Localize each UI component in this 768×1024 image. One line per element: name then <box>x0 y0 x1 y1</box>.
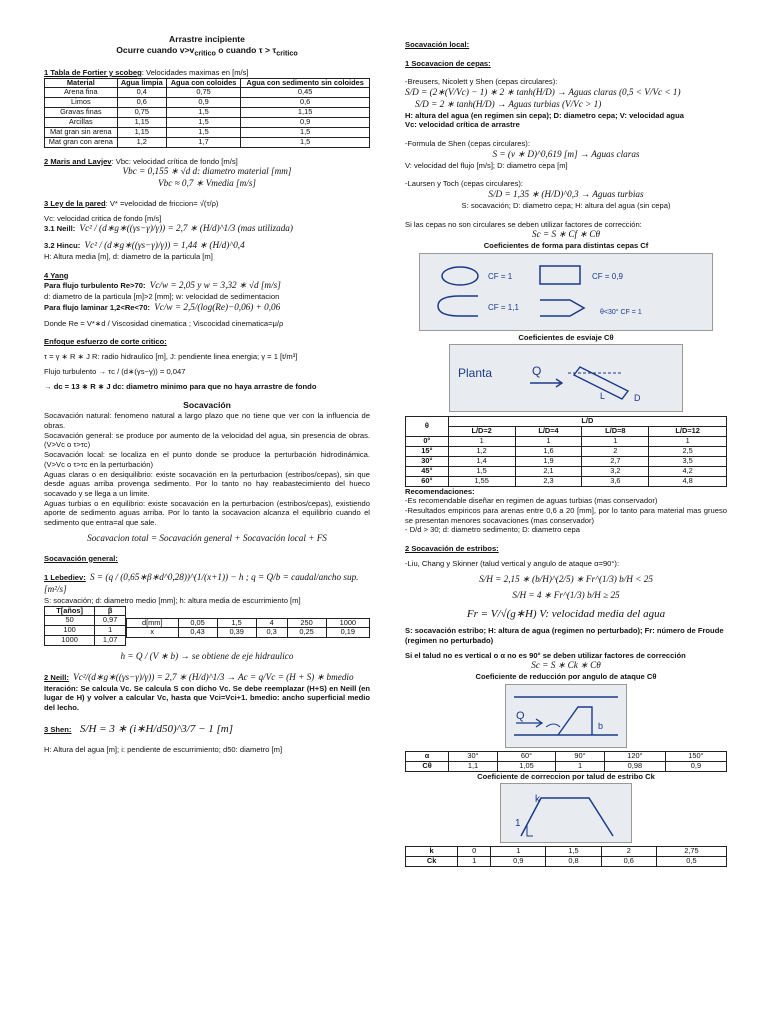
table-cell: 1 <box>458 857 491 867</box>
table-cell: 1,55 <box>448 476 515 486</box>
liu-heading: -Liu, Chang y Skinner (talud vertical y angulo de ataque α=90°): <box>405 558 620 568</box>
svg-text:Q: Q <box>516 709 525 722</box>
noncirc-eq: Sc = S ∗ Cf ∗ Cθ <box>532 229 600 240</box>
reduccion-sketch-svg <box>506 685 626 747</box>
right-column <box>405 40 727 867</box>
table-cell: Cθ <box>406 761 449 771</box>
table-cell: 0,05 <box>178 618 217 628</box>
yang-l3: Para flujo laminar 1,2<Re<70: Vc/w = 2,5/(log(Re)−0,06) + 0,06 <box>44 301 281 312</box>
subtitle-condition: Ocurre cuando $v>v_{critico}$ o cuando $\tau > \tau_{critico}$ <box>116 45 298 58</box>
liu-eq3: Fr = V/√(g∗H) V: velocidad media del agua <box>466 608 666 621</box>
shen-note: H: Altura del agua [m]; i: pendiente de escurrimiento; d50: diametro [m] <box>44 744 283 754</box>
table-cell: 1,5 <box>448 466 515 476</box>
table-row <box>45 137 370 147</box>
maris-eq1: Vbc = 0,155 ∗ √d d: diametro material [mm] <box>122 166 292 177</box>
table-cell: Mat gran sin arena <box>45 127 118 137</box>
table-cell: 4 <box>256 618 287 628</box>
lebediev-h: h = Q / (V ∗ b) → se obtiene de eje hidraulico <box>120 651 294 662</box>
table-row <box>45 636 126 646</box>
laursen-eq: S/D = 1,35 ∗ (H/D)^0,3 → Aguas turbias <box>488 189 644 200</box>
table-row <box>45 127 370 137</box>
table-cell: 1,5 <box>166 108 240 118</box>
liu-eq2: S/H = 4 ∗ Fr^(1/3) b/H ≥ 25 <box>512 590 620 601</box>
svg-text:CF = 1,1: CF = 1,1 <box>488 302 519 312</box>
neill2-note: Iteración: Se calcula Vc. Se calcula S con dicho Vc. Se debe reemplazar (H+S) en Neill (en lugar de H) y volver a calcular Vc, hasta que Vci=Vci+1. bmedio: ancho superficial medio del lecho. <box>44 683 370 713</box>
svg-text:Planta: Planta <box>458 366 493 381</box>
table-cell: Ck <box>406 857 458 867</box>
reduccion-sketch <box>505 684 627 748</box>
table-cell: 0,6 <box>241 98 370 108</box>
table-row <box>406 456 727 466</box>
table-header-cell: L/D=2 <box>448 427 515 437</box>
shen-heading: -Formula de Shen (cepas circulares): <box>405 139 530 149</box>
table-cell: 50 <box>45 616 95 626</box>
hincu-note: H: Altura media [m], d: diametro de la particula [m] <box>44 251 213 261</box>
table-cell: 0,98 <box>604 761 665 771</box>
shen-eq: S = (v ∗ D)^0,619 [m] → Aguas claras <box>492 148 640 159</box>
recom-heading: Recomendaciones: <box>405 486 475 496</box>
table-cell: 1,6 <box>515 447 582 457</box>
table-row <box>406 437 727 447</box>
socavacion-title: Socavación <box>183 400 231 411</box>
table-cell: 1,5 <box>241 137 370 147</box>
table-cell: 1,1 <box>449 761 498 771</box>
cepas-heading: 1 Socavacion de cepas: <box>405 58 491 68</box>
x-table <box>126 618 370 639</box>
table-header-cell: T[años] <box>45 606 95 616</box>
svg-text:1: 1 <box>515 818 521 830</box>
svg-text:b: b <box>598 720 604 731</box>
table-cell: 0,9 <box>491 857 546 867</box>
table-header-cell: Material <box>45 78 118 88</box>
yang-l2: d: diametro de la particula [m]>2 [mm]; w: velocidad de sedimentacion <box>44 292 280 302</box>
recom-2: -Resultados empiricos para arenas entre 0,6 a 20 [mm], por lo tanto para material mas grueso se presentan menores socavaciones (mas conservador) <box>405 506 727 525</box>
table-cell: 1,9 <box>515 456 582 466</box>
esviaje-sketch <box>449 344 683 412</box>
table-cell: 1 <box>582 437 649 447</box>
title-arrastre: Arrastre incipiente <box>169 34 245 44</box>
reduccion-title: Coeficiente de reducción por angulo de ataque Cθ <box>475 672 657 682</box>
table-cell: 1,5 <box>241 127 370 137</box>
table-row <box>406 447 727 457</box>
table-cell: 4,2 <box>649 466 727 476</box>
table-cell: 2 <box>601 847 656 857</box>
left-column <box>44 34 370 755</box>
table-header-cell: L/D=4 <box>515 427 582 437</box>
lebediev-row: 1 Lebediev: S = (q / (0,65∗β∗d^0,28))^(1/(x+1)) − h ; q = Q/b = caudal/ancho sup. [m²/s] <box>44 572 359 595</box>
recom-3: - D/d > 30; d: diametro sedimento; D: diametro cepa <box>405 525 580 535</box>
table-cell: 2,3 <box>515 476 582 486</box>
breusers-note: H: altura del agua (en regimen sin cepa); D: diametro cepa; V: velocidad agua <box>405 110 684 120</box>
table-cell: 0,97 <box>95 616 126 626</box>
breusers-eq1: S/D = (2∗(V/Vc) − 1) ∗ 2 ∗ tanh(H/D) → Aguas claras (0,5 < V/Vc < 1) <box>405 87 681 98</box>
yang-l1: Para flujo turbulento Re>70: Vc/w = 2,05 y w = 3,32 ∗ √d [m/s] <box>44 280 281 291</box>
socavacion-paragraph: Socavación general: se produce por aumento de la velocidad del agua, sin presencia de obras. (V>Vc o τ>τc) <box>44 430 370 450</box>
recom-1: -Es recomendable diseñar en regimen de aguas turbias (mas conservador) <box>405 496 658 506</box>
table-cell: 1,5 <box>546 847 601 857</box>
alpha-table <box>405 751 727 772</box>
table-cell: 1,4 <box>448 456 515 466</box>
neill2-row: 2 Neill: Vc²/(d∗g∗((γs−γ)/γ)) = 2,7 ∗ (H/d)^1/3 → Ac = q/Vc = (H + S) ∗ bmedio <box>44 671 354 682</box>
ck-title: Coeficiente de correccion por talud de estribo Ck <box>477 771 655 781</box>
theta-table: θ L/D L/D=2 L/D=4 L/D=8 L/D=12 0° 1 1 1 1 15° 1,2 1,6 2 2,5 30° 1,4 1,9 2,7 3,5 45° 1,5 2,1 3,2 4,2 60° 1,55 2,3 3,6 4,8 <box>405 416 727 486</box>
table-row <box>406 761 727 771</box>
table-cell: 1,15 <box>241 108 370 118</box>
shen-row: 3 Shen: S/H = 3 ∗ (i∗H/d50)^3/7 − 1 [m] <box>44 722 234 735</box>
table-cell: 0,6 <box>117 98 166 108</box>
table-cell: 1,2 <box>448 447 515 457</box>
table-cell: 1,5 <box>217 618 256 628</box>
svg-text:D: D <box>634 393 641 404</box>
liu-eq1: S/H = 2,15 ∗ (b/H)^(2/5) ∗ Fr^(1/3) b/H < 25 <box>479 573 653 584</box>
fortier-table <box>44 78 370 148</box>
socavacion-paragraph: Socavación local: se localiza en el punto donde se produce la perturbación hidrodinámica. (V>Vc o τ>τc en la perturbación) <box>44 450 370 469</box>
table-cell: 0 <box>458 847 491 857</box>
table-cell: 1 <box>649 437 727 447</box>
table-cell: 1,15 <box>117 118 166 128</box>
table-cell: 1 <box>95 626 126 636</box>
enfoque-l3: → dc = 13 ∗ R ∗ J dc: diametro minimo para que no haya arrastre de fondo <box>44 381 317 391</box>
table-cell: 0,6 <box>601 857 656 867</box>
table-cell: 0,39 <box>217 628 256 638</box>
table-cell: 0,19 <box>326 628 369 638</box>
table-cell: Gravas finas <box>45 108 118 118</box>
table-cell: k <box>406 847 458 857</box>
table-cell: 45° <box>406 466 449 476</box>
table-cell: 2 <box>582 447 649 457</box>
esviaje-sketch-svg <box>450 345 682 411</box>
table-cell: 0,45 <box>241 88 370 98</box>
breusers-note2: Vc: velocidad crítica de arrastre <box>405 120 520 130</box>
table-header-cell: β <box>95 606 126 616</box>
yang-l4: Donde Re = V*∗d / Viscosidad cinematica ; Viscocidad cinematica=μ/ρ <box>44 318 284 328</box>
socavacion-paragraph: Aguas claras o en desiquilibrio: existe socavación en la perturbacion (estribos/cepas), sin que desde aguas arriba provenga sedimento. Por lo tanto no hay reabastecimiento del hueco socavado y se llega a un limite. <box>44 469 370 498</box>
forma-title: Coeficientes de forma para distintas cepas Cf <box>483 241 649 251</box>
talud-eq: Sc = S ∗ Ck ∗ Cθ <box>531 660 601 671</box>
local-heading: Socavación local: <box>405 40 470 49</box>
table-cell: 1 <box>556 761 605 771</box>
table-cell: 1,07 <box>95 636 126 646</box>
table-row <box>127 618 370 628</box>
table-cell: 1,5 <box>166 127 240 137</box>
table-cell: 90° <box>556 751 605 761</box>
maris-heading: 2 Maris and Lavjev: Vbc: velocidad crítica de fondo [m/s] <box>44 156 238 166</box>
esviaje-title: Coeficientes de esviaje Cθ <box>518 332 614 342</box>
neill-row: 3.1 Neill: Vc² / (d∗g∗((γs−γ)/γ)) = 2,7 ∗ (H/d)^1/3 (mas utilizada) <box>44 223 293 234</box>
table-cell: 1,7 <box>166 137 240 147</box>
table-cell: 0° <box>406 437 449 447</box>
table-cell: 0,9 <box>665 761 726 771</box>
table-cell: 30° <box>449 751 498 761</box>
ck-sketch-svg <box>501 784 631 842</box>
table-cell: Arena fina <box>45 88 118 98</box>
maris-eq2: Vbc ≈ 0,7 ∗ Vmedia [m/s] <box>158 178 256 189</box>
table-row <box>406 476 727 486</box>
table-cell: 0,9 <box>166 98 240 108</box>
beta-table <box>44 606 126 647</box>
table-row <box>406 751 727 761</box>
table-cell: 60° <box>406 476 449 486</box>
table-cell: 3,2 <box>582 466 649 476</box>
noncirc-text: Si las cepas no son circulares se deben utilizar factores de corrección: <box>405 219 642 229</box>
table-cell: 0,4 <box>117 88 166 98</box>
table-header-cell: L/D=12 <box>649 427 727 437</box>
table-header-cell: Agua con sedimento sin coloides <box>241 78 370 88</box>
table-cell: 100 <box>45 626 95 636</box>
ley-vc: Vc: velocidad critica de fondo [m/s] <box>44 213 162 223</box>
table-cell: 250 <box>287 618 326 628</box>
socavacion-total: Socavacion total = Socavación general + Socavación local + FS <box>87 532 327 543</box>
table-row <box>406 847 727 857</box>
socavacion-paragraphs <box>44 411 370 528</box>
k-table <box>405 846 727 867</box>
lebediev-tables <box>44 606 370 647</box>
socavacion-paragraph: Aguas turbias o en equilibrio: existe socavación en la perturbacion (estribos/cepas), existiendo aporte de sedimento aguas arriba. Por lo tanto la socavacion alcanza el equilibrio cuando el sedimento que entra=al que sale. <box>44 498 370 528</box>
ley-heading: 3 Ley de la pared: V* =velocidad de friccion= √(τ/ρ) <box>44 198 219 208</box>
forma-sketch-svg <box>420 254 712 330</box>
table-cell: Mat gran con arena <box>45 137 118 147</box>
table-cell: 1000 <box>326 618 369 628</box>
lebediev-note: S: socavación; d: diametro medio [mm]; h: altura media de escurrimiento [m] <box>44 595 301 605</box>
breusers-heading: -Breusers, Nicolett y Shen (cepas circulares): <box>405 77 558 87</box>
enfoque-heading: Enfoque esfuerzo de corte critico: <box>44 337 167 347</box>
table-cell: α <box>406 751 449 761</box>
table-cell: 2,5 <box>649 447 727 457</box>
shen-note-r: V: velocidad del flujo [m/s]; D: diametro cepa [m] <box>405 160 568 170</box>
general-heading: Socavación general: <box>44 553 118 563</box>
table-cell: 15° <box>406 447 449 457</box>
table-cell: 2,75 <box>656 847 726 857</box>
table-row <box>406 857 727 867</box>
liu-note: S: socavación estribo; H: altura de agua (regimen no perturbado); Fr: número de Froude (regimen no perturbado) <box>405 626 724 645</box>
table-cell: 1000 <box>45 636 95 646</box>
forma-sketch <box>419 253 713 331</box>
talud-text: Si el talud no es vertical o α no es 90° se deben utilizar factores de corrección <box>405 650 686 660</box>
table-cell: 0,75 <box>117 108 166 118</box>
table-cell: 0,5 <box>656 857 726 867</box>
table-header-cell: Agua con coloides <box>166 78 240 88</box>
ck-sketch <box>500 783 632 843</box>
table-cell: 2,1 <box>515 466 582 476</box>
table-cell: 3,5 <box>649 456 727 466</box>
table-cell: 1 <box>515 437 582 447</box>
table-cell: 0,75 <box>166 88 240 98</box>
enfoque-l1: τ = γ ∗ R ∗ J R: radio hidraulico [m], J: pendiente linea energia; γ = 1 [t/m³] <box>44 352 298 362</box>
table-cell: x <box>127 628 179 638</box>
table-cell: 120° <box>604 751 665 761</box>
table-row <box>45 118 370 128</box>
laursen-note: S: socavación; D: diametro cepa; H: altura del agua (sin cepa) <box>461 200 671 210</box>
table-cell: 0,8 <box>546 857 601 867</box>
hincu-row: 3.2 Hincu: Vc² / (d∗g∗((γs−γ)/γ)) = 1,44 ∗ (H/d)^0,4 <box>44 240 245 251</box>
table-row <box>127 628 370 638</box>
laursen-heading: -Laursen y Toch (cepas circulares): <box>405 179 524 189</box>
svg-text:Q: Q <box>532 364 542 379</box>
table-cell: 3,6 <box>582 476 649 486</box>
table-row <box>45 616 126 626</box>
table-header-cell: L/D=8 <box>582 427 649 437</box>
table-cell: 1,5 <box>166 118 240 128</box>
svg-text:L: L <box>600 391 606 402</box>
table-cell: Arcillas <box>45 118 118 128</box>
svg-text:CF = 0,9: CF = 0,9 <box>592 271 623 281</box>
table-cell: 0,3 <box>256 628 287 638</box>
table-cell: 1,15 <box>117 127 166 137</box>
fortier-heading: 1 Tabla de Fortier y scobeg: Velocidades maximas en [m/s] <box>44 67 249 77</box>
table-cell: 2,7 <box>582 456 649 466</box>
estribos-heading: 2 Socavación de estribos: <box>405 544 499 554</box>
table-cell: 1,05 <box>497 761 555 771</box>
svg-text:θ<30° CF = 1: θ<30° CF = 1 <box>600 308 642 316</box>
svg-text:k: k <box>535 794 540 806</box>
yang-heading: 4 Yang <box>44 270 69 280</box>
table-cell: 1 <box>491 847 546 857</box>
table-cell: 150° <box>665 751 726 761</box>
table-row <box>406 466 727 476</box>
table-cell: 1,2 <box>117 137 166 147</box>
enfoque-l2: Flujo turbulento → τc / (d∗(γs−γ)) = 0,047 <box>44 366 186 376</box>
table-cell: 0,25 <box>287 628 326 638</box>
socavacion-paragraph: Socavación natural: fenomeno natural a largo plazo que no tiene que ver con la influencia de obras. <box>44 411 370 430</box>
table-cell: Limos <box>45 98 118 108</box>
table-cell: 0,9 <box>241 118 370 128</box>
table-header-cell: Agua limpia <box>117 78 166 88</box>
svg-text:CF = 1: CF = 1 <box>488 271 513 281</box>
table-cell: 1 <box>448 437 515 447</box>
table-cell: 0,43 <box>178 628 217 638</box>
table-cell: 30° <box>406 456 449 466</box>
breusers-eq2: S/D = 2 ∗ tanh(H/D) → Aguas turbias (V/Vc > 1) <box>415 98 602 109</box>
table-cell: d[mm] <box>127 618 179 628</box>
table-cell: 4,8 <box>649 476 727 486</box>
table-cell: 60° <box>497 751 555 761</box>
